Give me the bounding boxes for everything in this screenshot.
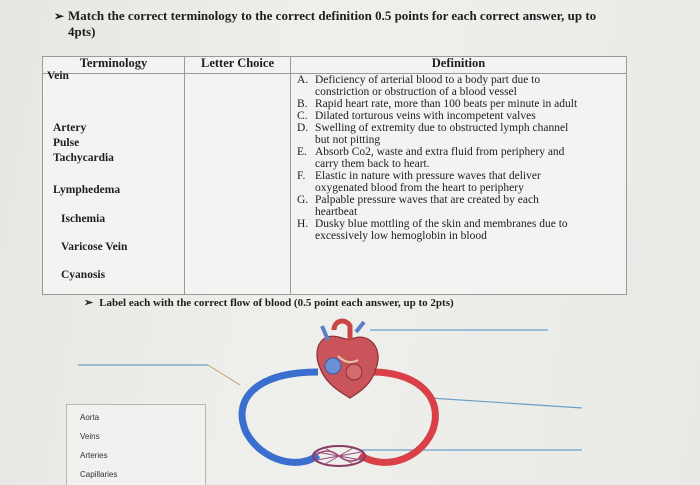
definition-letter: D.	[297, 122, 309, 134]
header-definition: Definition	[291, 57, 627, 74]
header-letter-choice: Letter Choice	[185, 57, 291, 74]
term-artery: Artery	[53, 122, 87, 134]
label-option-aorta[interactable]: Aorta	[80, 413, 100, 422]
definition-item	[295, 110, 622, 122]
definition-item	[295, 170, 622, 194]
term-lymphedema: Lymphedema	[53, 184, 121, 196]
term-tachycardia: Tachycardia	[53, 152, 114, 164]
term-vein: Vein	[47, 70, 69, 82]
artery-loop	[360, 372, 435, 462]
definition-text: Elastic in nature with pressure waves that deliver	[315, 170, 541, 182]
question-1-line-2: 4pts)	[68, 24, 96, 39]
vein-loop	[242, 372, 318, 462]
definition-text: carry them back to heart.	[315, 158, 430, 170]
definition-letter: A.	[297, 74, 309, 86]
definition-text: Absorb Co2, waste and extra fluid from periphery and	[315, 146, 565, 158]
header-terminology: Terminology	[43, 57, 185, 74]
definition-list	[295, 74, 622, 242]
question-2	[84, 296, 454, 309]
definition-text: Dusky blue mottling of the skin and membranes due to	[315, 218, 568, 230]
bullet-arrow-icon: ➢	[54, 9, 65, 23]
label-option-veins[interactable]: Veins	[80, 432, 100, 441]
terms-column	[43, 70, 185, 295]
definition-text: constriction or obstruction of a blood vessel	[315, 86, 517, 98]
bullet-arrow-icon: ➢	[84, 297, 94, 309]
letter-choice-input-column[interactable]	[185, 74, 291, 295]
definition-text: Swelling of extremity due to obstructed lymph channel	[315, 122, 569, 134]
question-1	[54, 8, 652, 40]
heart-icon	[317, 321, 378, 398]
label-option-capillaries[interactable]: Capillaries	[80, 470, 118, 479]
definition-text: but not pitting	[315, 134, 381, 146]
definition-letter: G.	[297, 194, 309, 206]
definition-letter: B.	[297, 98, 308, 110]
term-pulse: Pulse	[53, 137, 80, 149]
definition-item	[295, 218, 622, 242]
definition-letter: C.	[297, 110, 308, 122]
definition-item	[295, 98, 622, 110]
definition-text: Dilated torturous veins with incompetent valves	[315, 110, 536, 122]
question-1-line-1: Match the correct terminology to the correct definition 0.5 points for each correct answer, up to	[68, 8, 597, 23]
term-ischemia: Ischemia	[61, 213, 106, 225]
definition-item	[295, 146, 622, 170]
definition-item	[295, 74, 622, 98]
answer-line[interactable]	[430, 398, 582, 408]
definition-text: excessively low hemoglobin in blood	[315, 230, 487, 242]
pointer-line	[208, 365, 240, 385]
definitions-column	[291, 74, 627, 295]
definition-item	[295, 194, 622, 218]
label-option-arteries[interactable]: Arteries	[80, 451, 108, 460]
capillary-bed-icon	[313, 446, 365, 466]
definition-text: Palpable pressure waves that are created by each	[315, 194, 539, 206]
matching-table	[42, 56, 627, 295]
definition-letter: E.	[297, 146, 307, 158]
definition-letter: F.	[297, 170, 306, 182]
label-word-bank	[66, 404, 206, 485]
definition-letter: H.	[297, 218, 309, 230]
definition-text: Rapid heart rate, more than 100 beats per minute in adult	[315, 98, 578, 110]
term-varicose-vein: Varicose Vein	[61, 241, 128, 253]
definition-text: Deficiency of arterial blood to a body part due to	[315, 74, 541, 86]
definition-text: heartbeat	[315, 206, 358, 218]
question-2-text: Label each with the correct flow of blood (0.5 point each answer, up to 2pts)	[99, 297, 454, 309]
definition-item	[295, 122, 622, 146]
term-cyanosis: Cyanosis	[61, 269, 106, 281]
definition-text: oxygenated blood from the heart to periphery	[315, 182, 524, 194]
table-body-row	[43, 74, 627, 295]
table-header-row	[43, 57, 627, 74]
